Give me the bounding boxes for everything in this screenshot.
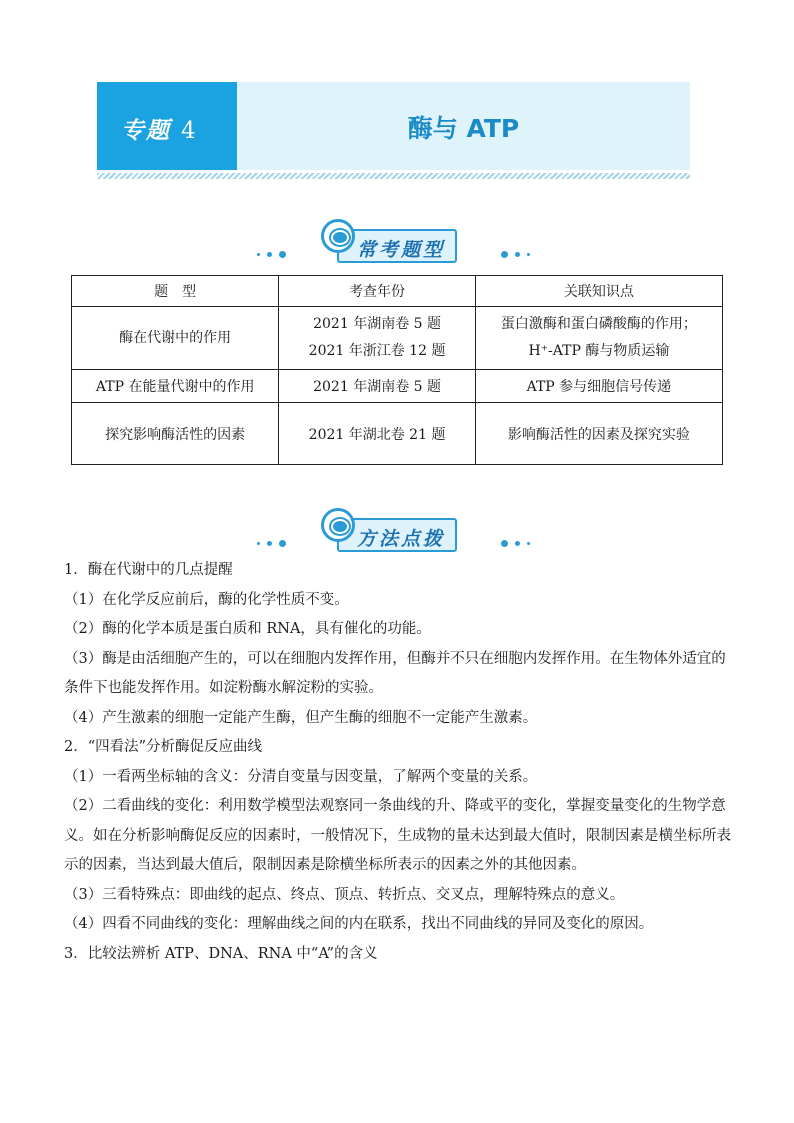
chapter-title-block — [237, 82, 690, 170]
point-line: H⁺-ATP 酶与物质运输 — [528, 343, 670, 359]
banner-underline — [97, 173, 690, 179]
year-line: 2021 年湖南卷 5 题 — [313, 316, 441, 332]
table-cell-years: 2021 年湖南卷 5 题 — [279, 370, 475, 403]
table-cell-points: ATP 参与细胞信号传递 — [475, 370, 722, 403]
question-type-table — [71, 275, 723, 465]
table-cell-type: 探究影响酶活性的因素 — [72, 403, 279, 465]
table-header-row — [72, 276, 723, 307]
table-cell-years: 2021 年湖北卷 21 题 — [279, 403, 475, 465]
section-badge-common-types — [257, 227, 537, 267]
table-header: 题 型 — [72, 276, 279, 307]
decorative-dots — [257, 244, 317, 252]
eye-icon — [321, 508, 355, 542]
table-cell-points — [475, 307, 722, 370]
table-cell-years — [279, 307, 475, 370]
point-line: 蛋白激酶和蛋白磷酸酶的作用； — [500, 316, 697, 332]
table-cell-type: ATP 在能量代谢中的作用 — [72, 370, 279, 403]
decorative-dots — [257, 533, 317, 541]
paragraph: （3）三看特殊点：即曲线的起点、终点、顶点、转折点、交叉点，理解特殊点的意义。 — [64, 886, 625, 903]
chapter-title: 酶与 ATP — [407, 114, 520, 143]
chapter-label-text: 专题 — [121, 117, 171, 144]
table-header: 考查年份 — [279, 276, 475, 307]
table-cell-points: 影响酶活性的因素及探究实验 — [475, 403, 722, 465]
eye-icon — [321, 219, 355, 253]
method-content — [64, 556, 734, 969]
paragraph: （4）产生激素的细胞一定能产生酶，但产生酶的细胞不一定能产生激素。 — [64, 709, 538, 726]
chapter-number: 4 — [181, 118, 198, 144]
paragraph: （4）四看不同曲线的变化：理解曲线之间的内在联系，找出不同曲线的异同及变化的原因。 — [64, 916, 654, 932]
table-row — [72, 403, 723, 465]
chapter-banner — [97, 82, 690, 170]
section-title: 常考题型 — [357, 239, 446, 261]
decorative-dots — [477, 244, 537, 252]
heading-3: 3．比较法辨析 ATP、DNA、RNA 中“A”的含义 — [64, 945, 378, 962]
table-header: 关联知识点 — [475, 276, 722, 307]
paragraph: （2）二看曲线的变化：利用数学模型法观察同一条曲线的升、降或平的变化，掌握变量变化的生物学意义。如在分析影响酶促反应的因素时，一般情况下，生成物的量未达到最大值时，限制因素是横坐标所表示的因素，当达到最大值后，限制因素是除横坐标所表示的因素之外的其他因素。 — [64, 798, 731, 873]
section-title: 方法点拨 — [357, 528, 446, 550]
chapter-label — [121, 112, 198, 145]
table-row — [72, 307, 723, 370]
paragraph: （1）在化学反应前后，酶的化学性质不变。 — [64, 591, 349, 608]
table-cell-type: 酶在代谢中的作用 — [72, 307, 279, 370]
table-row — [72, 370, 723, 403]
paragraph: （1）一看两坐标轴的含义：分清自变量与因变量，了解两个变量的关系。 — [64, 768, 538, 785]
chapter-label-block — [97, 82, 237, 170]
paragraph: （2）酶的化学本质是蛋白质和 RNA，具有催化的功能。 — [64, 621, 431, 637]
paragraph: （3）酶是由活细胞产生的，可以在细胞内发挥作用，但酶并不只在细胞内发挥作用。在生物体外适宜的条件下也能发挥作用。如淀粉酶水解淀粉的实验。 — [64, 650, 726, 696]
heading-2: 2．“四看法”分析酶促反应曲线 — [64, 739, 263, 755]
year-line: 2021 年浙江卷 12 题 — [308, 343, 446, 359]
heading-1: 1．酶在代谢中的几点提醒 — [64, 562, 233, 578]
section-badge-method-tips — [257, 516, 537, 556]
decorative-dots — [477, 533, 537, 541]
